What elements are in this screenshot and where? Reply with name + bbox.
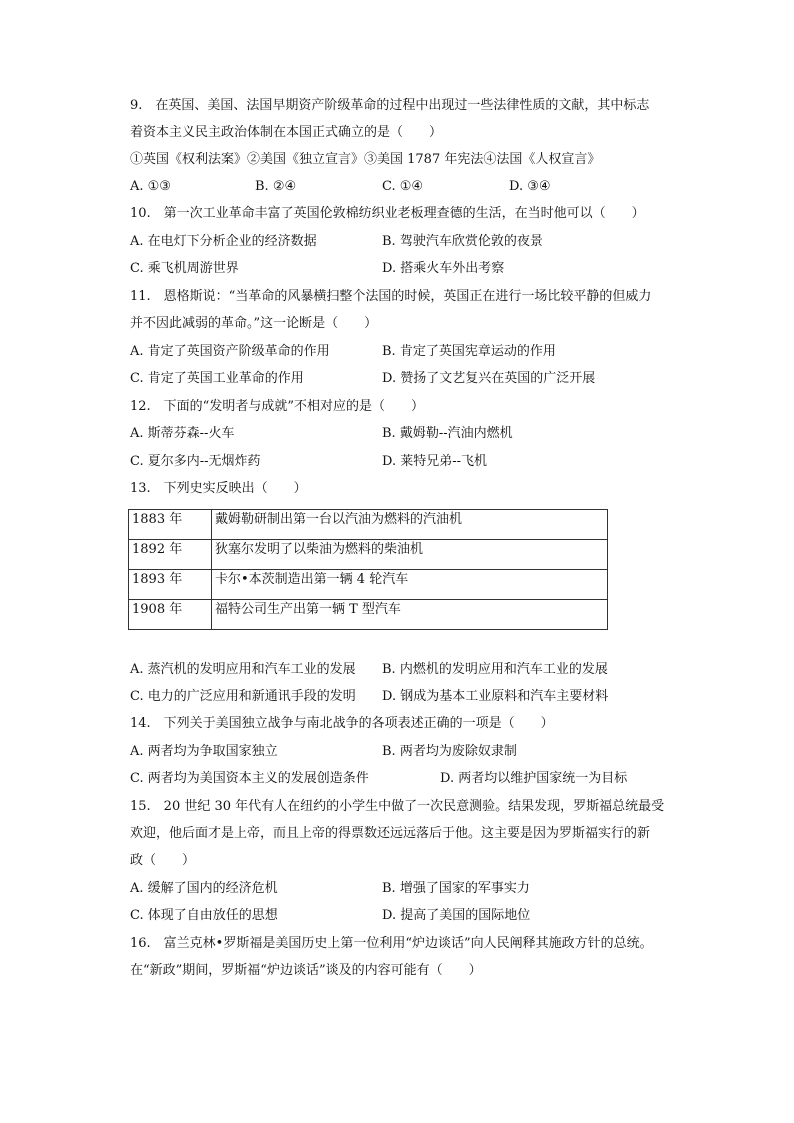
table-row bbox=[129, 510, 608, 540]
q11-option-a[interactable]: A. 肯定了英国资产阶级革命的作用 bbox=[130, 344, 330, 359]
q14-option-d[interactable]: D. 两者均以维护国家统一为目标 bbox=[440, 771, 628, 786]
q14-stem-line1: 14. 下列关于美国独立战争与南北战争的各项表述正确的一项是（ ） bbox=[130, 716, 554, 731]
q15-option-d[interactable]: D. 提高了美国的国际地位 bbox=[382, 908, 531, 923]
q10-option-d[interactable]: D. 搭乘火车外出考察 bbox=[382, 261, 505, 276]
q10-stem-line1: 10. 第一次工业革命丰富了英国伦敦棉纺织业老板理查德的生活，在当时他可以（ ） bbox=[130, 206, 645, 221]
q15-stem-line3: 政（ ） bbox=[130, 853, 196, 868]
q11-stem-line1: 11. 恩格斯说：“当革命的风暴横扫整个法国的时候，英国正在进行一场比较平静的但威力 bbox=[130, 289, 652, 304]
table-cell-event: 戴姆勒研制出第一台以汽油为燃料的汽油机 bbox=[212, 510, 608, 540]
q13-history-table bbox=[128, 509, 608, 630]
q14-option-a[interactable]: A. 两者均为争取国家独立 bbox=[130, 744, 278, 759]
q9-stem-line1: 9. 在英国、美国、法国早期资产阶级革命的过程中出现过一些法律性质的文献，其中标志 bbox=[130, 98, 650, 113]
q14-option-b[interactable]: B. 两者均为废除奴隶制 bbox=[382, 744, 517, 759]
q11-option-c[interactable]: C. 肯定了英国工业革命的作用 bbox=[130, 371, 304, 386]
q13-option-c[interactable]: C. 电力的广泛应用和新通讯手段的发明 bbox=[130, 689, 356, 704]
q11-stem-line2: 并不因此减弱的革命。”这一论断是（ ） bbox=[130, 316, 378, 331]
q10-option-c[interactable]: C. 乘飞机周游世界 bbox=[130, 261, 239, 276]
q15-stem-line1: 15. 20 世纪 30 年代有人在纽约的小学生中做了一次民意测验。结果发现，罗斯福总统最受 bbox=[130, 799, 665, 814]
q12-option-b[interactable]: B. 戴姆勒--汽油内燃机 bbox=[382, 426, 513, 441]
q13-option-d[interactable]: D. 钢成为基本工业原料和汽车主要材料 bbox=[382, 689, 609, 704]
q13-stem-line1: 13. 下列史实反映出（ ） bbox=[130, 481, 307, 496]
q16-stem-line2: 在“新政”期间，罗斯福“炉边谈话”谈及的内容可能有（ ） bbox=[130, 963, 482, 978]
q15-option-b[interactable]: B. 增强了国家的军事实力 bbox=[382, 881, 530, 896]
q10-option-b[interactable]: B. 驾驶汽车欣赏伦敦的夜景 bbox=[382, 234, 543, 249]
q16-stem-line1: 16. 富兰克林•罗斯福是美国历史上第一位利用“炉边谈话”向人民阐释其施政方针的总统。 bbox=[130, 936, 653, 951]
q11-option-b[interactable]: B. 肯定了英国宪章运动的作用 bbox=[382, 344, 556, 359]
q12-option-c[interactable]: C. 夏尔多内--无烟炸药 bbox=[130, 454, 261, 469]
table-cell-event: 卡尔•本茨制造出第一辆 4 轮汽车 bbox=[212, 570, 608, 600]
table-cell-event: 福特公司生产出第一辆 T 型汽车 bbox=[212, 600, 608, 630]
q12-stem-line1: 12. 下面的“发明者与成就”不相对应的是（ ） bbox=[130, 399, 424, 414]
q12-option-d[interactable]: D. 莱特兄弟--飞机 bbox=[382, 454, 488, 469]
table-row bbox=[129, 600, 608, 630]
q9-option-d[interactable]: D. ③④ bbox=[509, 179, 551, 194]
q14-option-c[interactable]: C. 两者均为美国资本主义的发展创造条件 bbox=[130, 771, 369, 786]
q13-option-b[interactable]: B. 内燃机的发明应用和汽车工业的发展 bbox=[382, 662, 608, 677]
table-cell-year: 1892 年 bbox=[129, 540, 212, 570]
q9-option-c[interactable]: C. ①④ bbox=[382, 179, 424, 194]
table-cell-year: 1883 年 bbox=[129, 510, 212, 540]
q12-option-a[interactable]: A. 斯蒂芬森--火车 bbox=[130, 426, 235, 441]
q9-stem-line2: 着资本主义民主政治体制在本国正式确立的是（ ） bbox=[130, 125, 443, 140]
q15-stem-line2: 欢迎，他后面才是上帝，而且上帝的得票数还远远落后于他。这主要是因为罗斯福实行的新 bbox=[130, 826, 651, 841]
q13-option-a[interactable]: A. 蒸汽机的发明应用和汽车工业的发展 bbox=[130, 662, 356, 677]
q9-option-a[interactable]: A. ①③ bbox=[130, 179, 171, 194]
q9-items: ①英国《权利法案》②美国《独立宣言》③美国 1787 年宪法④法国《人权宣言》 bbox=[130, 152, 601, 167]
q15-option-c[interactable]: C. 体现了自由放任的思想 bbox=[130, 908, 278, 923]
q15-option-a[interactable]: A. 缓解了国内的经济危机 bbox=[130, 881, 278, 896]
q11-option-d[interactable]: D. 赞扬了文艺复兴在英国的广泛开展 bbox=[382, 371, 596, 386]
table-cell-year: 1908 年 bbox=[129, 600, 212, 630]
q10-option-a[interactable]: A. 在电灯下分析企业的经济数据 bbox=[130, 234, 317, 249]
table-cell-year: 1893 年 bbox=[129, 570, 212, 600]
table-row bbox=[129, 540, 608, 570]
q9-option-b[interactable]: B. ②④ bbox=[255, 179, 297, 194]
table-row bbox=[129, 570, 608, 600]
table-cell-event: 狄塞尔发明了以柴油为燃料的柴油机 bbox=[212, 540, 608, 570]
